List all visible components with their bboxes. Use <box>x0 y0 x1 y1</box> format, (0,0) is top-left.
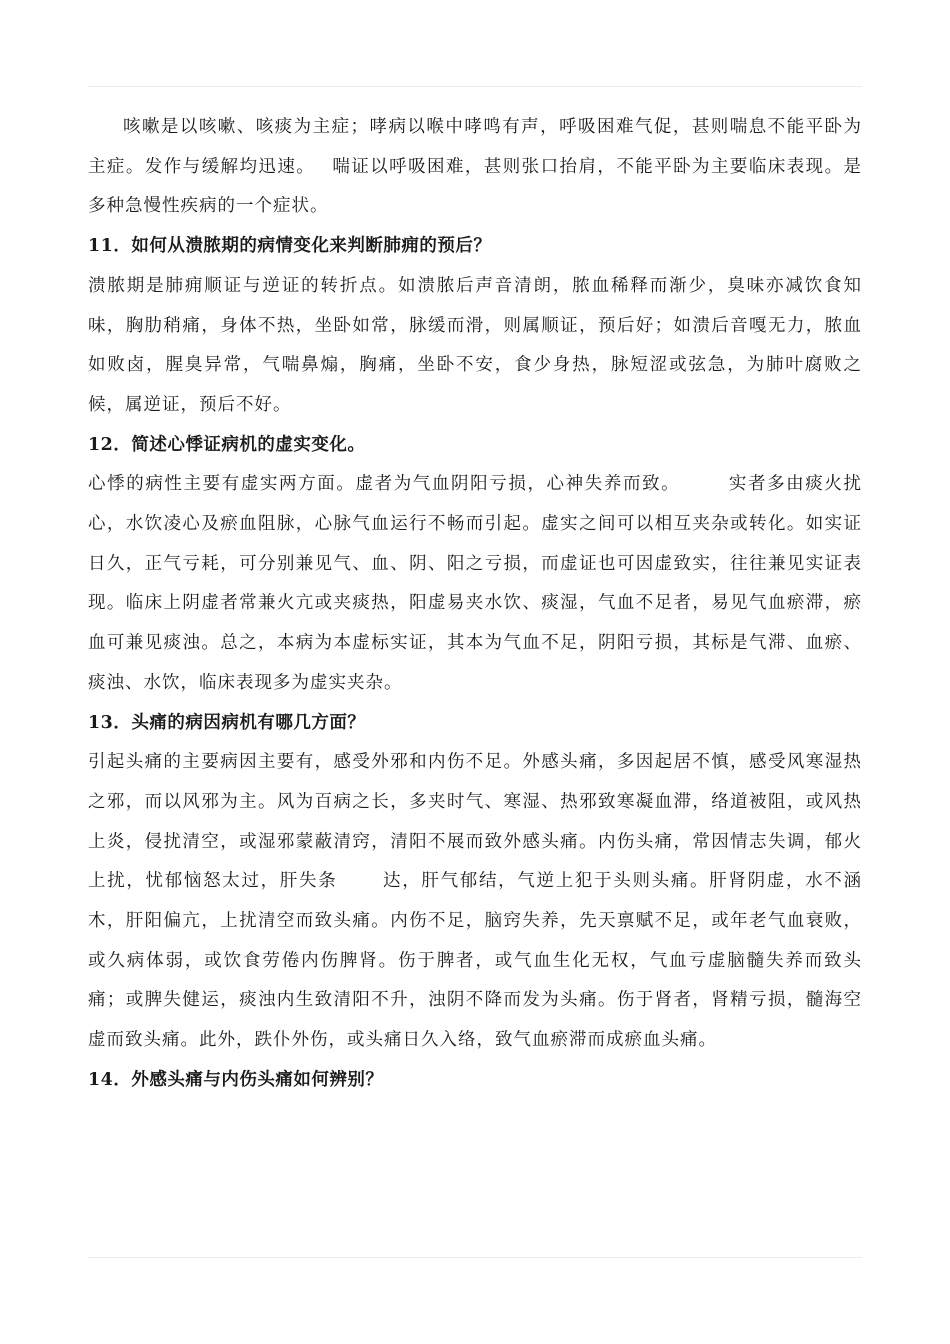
paragraph-cough-asthma: 咳嗽是以咳嗽、咳痰为主症；哮病以喉中哮鸣有声，呼吸困难气促，甚则喘息不能平卧为主症。发作与缓解均迅速。 喘证以呼吸困难，甚则张口抬肩，不能平卧为主要临床表现。是多种急慢性疾病的一个症状。 <box>88 117 862 217</box>
question-heading-14: 14．外感头痛与内伤头痛如何辨别？ <box>88 1069 384 1090</box>
answer-paragraph-12: 心悸的病性主要有虚实两方面。虚者为气血阴阳亏损，心神失养而致。 实者多由痰火扰心，水饮凌心及瘀血阻脉，心脉气血运行不畅而引起。虚实之间可以相互夹杂或转化。如实证日久，正气亏耗，可分别兼见气、血、阴、阳之亏损，而虚证也可因虚致实，往往兼见实证表现。临床上阴虚者常兼火亢或夹痰热，阳虚易夹水饮、痰湿，气血不足者，易见气血瘀滞，瘀血可兼见痰浊。总之，本病为本虚标实证，其本为气血不足，阴阳亏损，其标是气滞、血瘀、痰浊、水饮，临床表现多为虚实夹杂。 <box>88 474 862 693</box>
answer-paragraph-11: 溃脓期是肺痈顺证与逆证的转折点。如溃脓后声音清朗，脓血稀释而渐少，臭味亦减饮食知味，胸肋稍痛，身体不热，坐卧如常，脉缓而滑，则属顺证，预后好；如溃后音嘎无力，脓血如败卤，腥臭异常，气喘鼻煽，胸痛，坐卧不安，食少身热，脉短涩或弦急，为肺叶腐败之候，属逆证，预后不好。 <box>88 275 862 415</box>
top-rule <box>88 86 862 87</box>
answer-paragraph-13: 引起头痛的主要病因主要有，感受外邪和内伤不足。外感头痛，多因起居不慎，感受风寒湿热之邪，而以风邪为主。风为百病之长，多夹时气、寒湿、热邪致寒凝血滞，络道被阻，或风热上炎，侵扰清空，或湿邪蒙蔽清窍，清阳不展而致外感头痛。内伤头痛，常因情志失调，郁火上扰，忧郁恼怒太过，肝失条 达，肝气郁结，气逆上犯于头则头痛。肝肾阴虚，水不涵木，肝阳偏亢，上扰清空而致头痛。内伤不足，脑窍失养，先天禀赋不足，或年老气血衰败，或久病体弱，或饮食劳倦内伤脾肾。伤于脾者，或气血生化无权，气血亏虚脑髓失养而致头痛；或脾失健运，痰浊内生致清阳不升，浊阴不降而发为头痛。伤于肾者，肾精亏损，髓海空虚而致头痛。此外，跌仆外伤，或头痛日久入络，致气血瘀滞而成瘀血头痛。 <box>88 752 862 1051</box>
question-heading-13: 13．头痛的病因病机有哪几方面？ <box>88 712 366 733</box>
document-body <box>88 108 862 1101</box>
bottom-rule <box>88 1257 862 1258</box>
question-heading-11: 11．如何从溃脓期的病情变化来判断肺痈的预后？ <box>88 236 492 257</box>
question-heading-12: 12．简述心悸证病机的虚实变化。 <box>88 434 366 455</box>
